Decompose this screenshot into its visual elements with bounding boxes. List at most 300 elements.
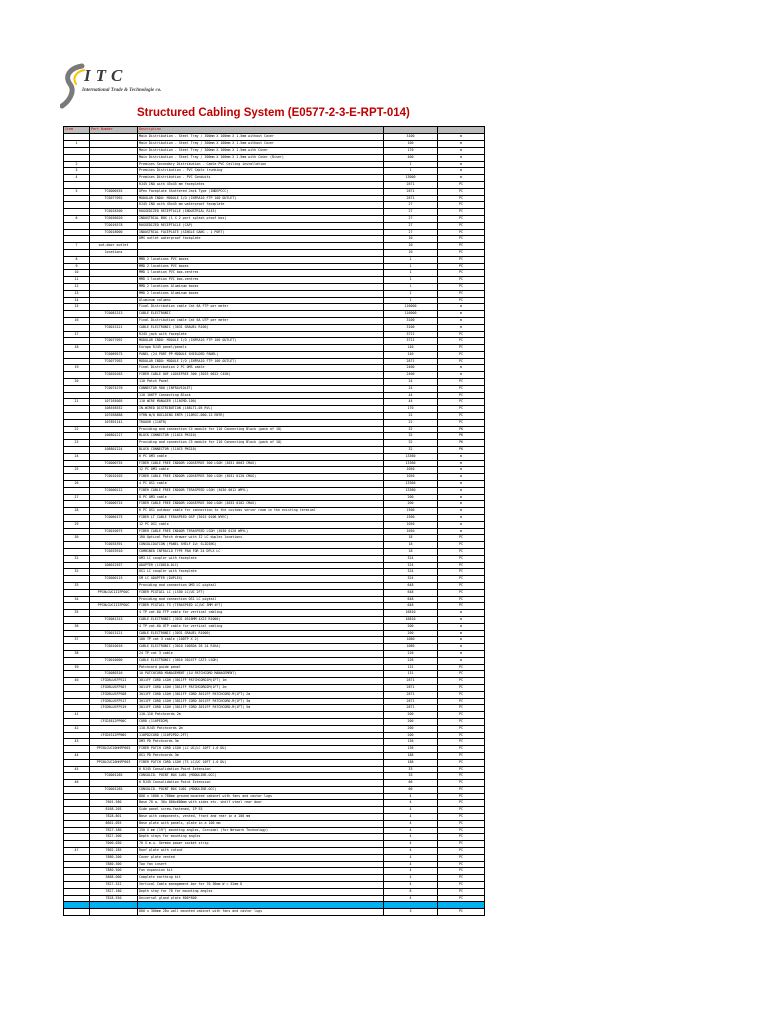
item-cell (64, 474, 90, 481)
unit-cell: PC (438, 229, 485, 236)
description-cell: FIBER CABLE FREE INDOOR LOOSEFREE 300 LSOH (3033 0102 CMAG) (138, 501, 384, 508)
description-cell: RJ45 jack with faceplate (138, 331, 384, 338)
table-row (64, 256, 485, 263)
table-row (64, 773, 485, 780)
unit-cell: PC (438, 576, 485, 583)
description-cell: Premises Distribution - PVC Conduits (138, 175, 384, 182)
table-row (64, 379, 485, 386)
quantity-cell: 200 (384, 630, 438, 637)
quantity-cell: 2871 (384, 358, 438, 365)
part-number-cell: TC0001285 (90, 773, 138, 780)
item-cell: 5 (64, 188, 90, 195)
quantity-cell: 66 (384, 780, 438, 787)
item-cell (64, 181, 90, 188)
part-number-cell (90, 521, 138, 528)
quantity-cell: 4 (384, 882, 438, 889)
quantity-cell: 648 (384, 582, 438, 589)
table-row (64, 528, 485, 535)
part-number-cell: locations (90, 249, 138, 256)
description-cell: MODULAR INDO: MODULE I/O (INFRA10 FTP 100 OUTLET) (138, 358, 384, 365)
item-cell: 30 (64, 535, 90, 542)
part-number-cell: 8168.205 (90, 807, 138, 814)
description-cell: Providing and connection OM3 LC pigtail (138, 582, 384, 589)
unit-cell: PC (438, 718, 485, 725)
quantity-cell: 8 (384, 888, 438, 895)
unit-cell: PC (438, 820, 485, 827)
description-cell: RUGGEDIZED RECEPTACLE (CAP) (138, 222, 384, 229)
part-number-cell: PPCNLCUC1IIFPOOC (90, 589, 138, 596)
table-row (64, 467, 485, 474)
description-cell: MMD 2 locations PVC boxes (138, 263, 384, 270)
description-cell: 24 TP cat 3 cable (138, 650, 384, 657)
table-row (64, 698, 485, 705)
table-row (64, 712, 485, 719)
description-cell: SM LC ADAPTER (DUPLEX) (138, 576, 384, 583)
table-row (64, 793, 485, 800)
description-cell: 110-110 Patchcords 2m (138, 712, 384, 719)
unit-cell: PC (438, 215, 485, 222)
quantity-cell: 10 (384, 236, 438, 243)
quantity-cell: 4 (384, 895, 438, 902)
unit-cell: m (438, 161, 485, 168)
item-cell: 6 (64, 215, 90, 222)
item-cell (64, 875, 90, 882)
unit-cell: PC (438, 542, 485, 549)
table-row (64, 644, 485, 651)
table-row (64, 589, 485, 596)
part-number-cell: TC0020163 (90, 372, 138, 379)
table-row (64, 854, 485, 861)
item-cell (64, 820, 90, 827)
item-cell (64, 732, 90, 739)
table-row (64, 610, 485, 617)
quantity-cell: 4 (384, 861, 438, 868)
description-cell: CABLE ELECTRONIC (3010 3024TF CAT3 LSOH) (138, 657, 384, 664)
part-number-cell: 7802.185 (90, 848, 138, 855)
item-cell: 37 (64, 637, 90, 644)
item-cell: 27 (64, 494, 90, 501)
quantity-cell: 33 (384, 773, 438, 780)
table-row (64, 358, 485, 365)
quantity-cell: 3 (384, 909, 438, 916)
description-cell: RJ45 INO with 45x45 mm faceplates (138, 181, 384, 188)
part-number-cell (90, 283, 138, 290)
unit-cell: PC (438, 814, 485, 821)
part-number-cell: TC0010000 (90, 657, 138, 664)
table-row (64, 188, 485, 195)
quantity-cell: 1 (384, 290, 438, 297)
table-row (64, 181, 485, 188)
item-cell: 9 (64, 263, 90, 270)
quantity-cell: 100 (384, 141, 438, 148)
description-cell: FIBER PATCH CORD LSOH (TS LC/UC 10FT 1.0 DU) (138, 759, 384, 766)
part-number-cell: CFCDBLUSFPS07 (90, 684, 138, 691)
item-cell: 26 (64, 481, 90, 488)
part-number-cell (90, 202, 138, 209)
item-cell: 10 (64, 270, 90, 277)
unit-cell: PC (438, 392, 485, 399)
description-cell: FIBER CABLE FREE INDOOR LOOSEFREE 300 LSOH (3031 0603 CMAG) (138, 460, 384, 467)
unit-cell: PK (438, 447, 485, 454)
quantity-cell: 27 (384, 209, 438, 216)
quantity-cell: 10 (384, 249, 438, 256)
part-number-cell: CFCDBLUSFPS19 (90, 705, 138, 712)
description-cell: FIBER CABLE FREE INDOOR LOOSEFREE 300 LSOH (3031 0120 CMAG) (138, 474, 384, 481)
description-cell: 3011FF CORD LSOH (3011FF CORD 3011FF PATCHCORD-M(1FT) 5m (138, 705, 384, 712)
item-cell (64, 603, 90, 610)
item-cell: 15 (64, 304, 90, 311)
part-number-cell (90, 909, 138, 916)
item-cell: 41 (64, 712, 90, 719)
part-number-cell (90, 481, 138, 488)
item-cell: 19 (64, 365, 90, 372)
description-cell: Final Distribution cable Cat 6A FTP per meter (138, 304, 384, 311)
quantity-cell: 13360 (384, 453, 438, 460)
item-cell (64, 311, 90, 318)
item-cell (64, 895, 90, 902)
item-cell: 31 (64, 555, 90, 562)
part-number-cell (90, 902, 138, 909)
description-cell: VTRN W/O BUILDING ENTR (110RCC-000-13 ENTR) (138, 413, 384, 420)
description-cell: FIBER PIGTAIL LC (LS50 LC/UC 2FT) (138, 589, 384, 596)
quantity-cell: 4 (384, 807, 438, 814)
part-number-cell (90, 379, 138, 386)
logo-wordmark: ITC (84, 66, 128, 85)
quantity-cell: 32 (384, 426, 438, 433)
header-part-number: Part Number (90, 127, 138, 134)
quantity-cell: 140 (384, 351, 438, 358)
quantity-cell (384, 902, 438, 909)
table-row (64, 195, 485, 202)
quantity-cell: 32 (384, 447, 438, 454)
item-cell (64, 528, 90, 535)
description-cell: RJ45 INO with 45x45 mm waterproof faceplate (138, 202, 384, 209)
quantity-cell: 27 (384, 222, 438, 229)
part-number-cell (90, 256, 138, 263)
unit-cell: PC (438, 399, 485, 406)
part-number-cell: 8601.055 (90, 820, 138, 827)
unit-cell: PC (438, 569, 485, 576)
unit-cell: PC (438, 854, 485, 861)
quantity-cell: 136 (384, 746, 438, 753)
unit-cell: PC (438, 895, 485, 902)
unit-cell: m (438, 134, 485, 141)
part-number-cell: TC0010103 (90, 474, 138, 481)
table-row (64, 229, 485, 236)
item-cell (64, 236, 90, 243)
table-row (64, 154, 485, 161)
item-cell: 14 (64, 297, 90, 304)
description-cell: INDUSTRIAL BOX (1 X 2 port splash proof box) (138, 215, 384, 222)
unit-cell: m (438, 467, 485, 474)
table-row (64, 392, 485, 399)
quantity-cell: 13360 (384, 460, 438, 467)
quantity-cell: 4 (384, 827, 438, 834)
part-number-cell: TC0060175 (90, 515, 138, 522)
part-number-cell (90, 739, 138, 746)
description-cell: CONSOLID. POINT BOX 1U01 (MODULINE-OCC) (138, 786, 384, 793)
quantity-cell: 200 (384, 501, 438, 508)
table-row (64, 311, 485, 318)
description-cell: 3011FF CORD LSOH (3011FF CORD 3011FF PATCHCORD-M(1FT) 2m (138, 691, 384, 698)
unit-cell: PC (438, 793, 485, 800)
unit-cell: PC (438, 290, 485, 297)
item-cell (64, 793, 90, 800)
item-cell (64, 154, 90, 161)
description-cell (138, 902, 384, 909)
quantity-cell: 1 (384, 256, 438, 263)
unit-cell: PC (438, 345, 485, 352)
description-cell: CABLE ELECTRONIC (3031 GRAUEL R100) (138, 324, 384, 331)
table-row (64, 752, 485, 759)
unit-cell: PC (438, 746, 485, 753)
table-row (64, 725, 485, 732)
description-cell: CABLE ELECTRONIC (3031 GRAUEL R1000) (138, 630, 384, 637)
quantity-cell: 3100 (384, 134, 438, 141)
unit-cell: PC (438, 875, 485, 882)
description-cell: Base plate with panels, plate in a 100 mm (138, 820, 384, 827)
unit-cell: m (438, 175, 485, 182)
table-row (64, 249, 485, 256)
table-row (64, 481, 485, 488)
part-number-cell: 107891141 (90, 419, 138, 426)
unit-cell: m (438, 657, 485, 664)
unit-cell: PC (438, 834, 485, 841)
table-row (64, 453, 485, 460)
part-number-cell: 7601.580 (90, 800, 138, 807)
description-cell: FIBER PIGTAIL TS (TERASPEED LC/UC 3MM 4FT) (138, 603, 384, 610)
item-cell: 40 (64, 678, 90, 685)
table-row (64, 147, 485, 154)
unit-cell: PC (438, 841, 485, 848)
part-number-cell (90, 453, 138, 460)
description-cell: COMBINED INFRACLO TYPE PAN FOR 24 DPLX LC (138, 549, 384, 556)
description-cell: Providing and connection OS1 LC pigtail (138, 596, 384, 603)
unit-cell: PC (438, 188, 485, 195)
description-cell: FIBER LT CABLE TERASPEED OSP (3015 0106 WYEC) (138, 515, 384, 522)
part-number-cell (90, 270, 138, 277)
quantity-cell: 27 (384, 202, 438, 209)
item-cell (64, 657, 90, 664)
item-cell (64, 358, 90, 365)
description-cell: Premises Distribution - PVC Cable trunking (138, 168, 384, 175)
unit-cell: PC (438, 535, 485, 542)
item-cell (64, 814, 90, 821)
part-number-cell (90, 467, 138, 474)
quantity-cell: 1 (384, 297, 438, 304)
part-number-cell (90, 297, 138, 304)
quantity-cell: 226 (384, 650, 438, 657)
part-number-cell (90, 637, 138, 644)
description-cell: 4 TP cat.6A UTP cable for vertical cabling (138, 623, 384, 630)
unit-cell: PC (438, 270, 485, 277)
item-cell: 43 (64, 739, 90, 746)
item-cell (64, 433, 90, 440)
logo-subtitle: International Trade & Technologie co. (82, 88, 162, 93)
quantity-cell: 1 (384, 263, 438, 270)
unit-cell: PC (438, 827, 485, 834)
table-row (64, 834, 485, 841)
quantity-cell: 131 (384, 664, 438, 671)
part-number-cell: 7828.550 (90, 895, 138, 902)
item-cell: 34 (64, 596, 90, 603)
item-cell (64, 807, 90, 814)
quantity-cell: 648 (384, 589, 438, 596)
item-cell (64, 487, 90, 494)
item-cell (64, 671, 90, 678)
unit-cell: PC (438, 766, 485, 773)
quantity-cell: 2871 (384, 691, 438, 698)
unit-cell: PC (438, 249, 485, 256)
quantity-cell: 1500 (384, 508, 438, 515)
quantity-cell: 2871 (384, 684, 438, 691)
table-row (64, 623, 485, 630)
item-cell: 46 (64, 780, 90, 787)
part-number-cell: TC0035391 (90, 542, 138, 549)
unit-cell: PK (438, 433, 485, 440)
description-cell: PANEL (24 PORT PP MODULE SHIELDED PANEL) (138, 351, 384, 358)
unit-cell: PC (438, 582, 485, 589)
unit-cell: PC (438, 236, 485, 243)
part-number-cell (90, 582, 138, 589)
unit-cell: PC (438, 678, 485, 685)
quantity-cell: 131 (384, 671, 438, 678)
quantity-cell: 200 (384, 718, 438, 725)
item-cell: 24 (64, 453, 90, 460)
part-number-cell (90, 494, 138, 501)
table-row (64, 780, 485, 787)
table-row (64, 718, 485, 725)
description-cell: OPen Faceplate Shuttered Jack Type (INDEPCCC) (138, 188, 384, 195)
table-row (64, 331, 485, 338)
item-cell: 39 (64, 664, 90, 671)
item-cell: 32 (64, 569, 90, 576)
unit-cell: PC (438, 283, 485, 290)
table-row (64, 263, 485, 270)
part-number-cell: 7827.322 (90, 882, 138, 889)
table-row (64, 786, 485, 793)
description-cell: OM3 PD Patchcords 3m (138, 739, 384, 746)
description-cell: 12 PC OM3 cable (138, 467, 384, 474)
unit-cell: PC (438, 181, 485, 188)
table-row (64, 222, 485, 229)
part-number-cell: CFCDBLUSFPS1I (90, 678, 138, 685)
part-number-cell: CFCD3812PP00C (90, 718, 138, 725)
part-number-cell (90, 440, 138, 447)
table-row (64, 385, 485, 392)
quantity-cell: 170 (384, 147, 438, 154)
part-number-cell: TC0013121 (90, 324, 138, 331)
description-cell: 150 X mm (19") mounting angles, Cornidol (for Network Technology) (138, 827, 384, 834)
table-row (64, 664, 485, 671)
part-number-cell (90, 650, 138, 657)
unit-cell: PC (438, 603, 485, 610)
unit-cell: PC (438, 739, 485, 746)
table-row (64, 372, 485, 379)
description-cell: MODULAR INDO: MODULE I/O (INFRA10 FTP 100 OUTLET) (138, 338, 384, 345)
unit-cell: PC (438, 222, 485, 229)
unit-cell: PC (438, 385, 485, 392)
part-number-cell: 107165005 (90, 399, 138, 406)
description-cell: 6 PC OM3 cable (138, 453, 384, 460)
table-row (64, 678, 485, 685)
description-cell: 110-RJ45 Patchcords 2m (138, 725, 384, 732)
description-cell: 4 PC OS1 cable (138, 481, 384, 488)
item-cell (64, 406, 90, 413)
table-row (64, 501, 485, 508)
unit-cell: PC (438, 780, 485, 787)
description-cell: Europa RJ45 panel/panels (138, 345, 384, 352)
description-cell: OMS outlet waterproof faceplate (138, 236, 384, 243)
description-cell: CABLE ELECTRONIC (3031 0516MM 4X23 R1000) (138, 616, 384, 623)
description-cell: 8 PC OM3 cable (138, 494, 384, 501)
quantity-cell: 33 (384, 766, 438, 773)
item-cell (64, 229, 90, 236)
item-cell (64, 419, 90, 426)
item-cell (64, 698, 90, 705)
description-cell: Fan expansion kit (138, 868, 384, 875)
part-number-cell: TC0001285 (90, 786, 138, 793)
quantity-cell: 24 (384, 385, 438, 392)
table-row (64, 549, 485, 556)
description-cell: TROUGH (110TR) (138, 419, 384, 426)
item-cell (64, 222, 90, 229)
part-number-cell: 7000.030 (90, 841, 138, 848)
quantity-cell: 66 (384, 786, 438, 793)
description-cell: 3011FF CORD LSOH (3011FF CORD 3011FF PATCHCORD-M(1FT) 3m (138, 698, 384, 705)
description-cell: 70 X m.u. German power socket strip (138, 841, 384, 848)
quantity-cell: 4 (384, 868, 438, 875)
part-number-cell (90, 555, 138, 562)
quantity-cell: 170 (384, 406, 438, 413)
item-cell (64, 385, 90, 392)
table-row (64, 290, 485, 297)
item-cell (64, 413, 90, 420)
item-cell (64, 338, 90, 345)
table-row (64, 630, 485, 637)
part-number-cell (90, 134, 138, 141)
part-number-cell: TC0081313 (90, 616, 138, 623)
description-cell: INDUSTRIAL FACEPLATE (SINGLE GANG - 1 PORT) (138, 229, 384, 236)
table-row (64, 562, 485, 569)
unit-cell: PC (438, 752, 485, 759)
quantity-cell: 136 (384, 739, 438, 746)
item-cell (64, 616, 90, 623)
unit-cell: m (438, 311, 485, 318)
quantity-cell: 1050 (384, 467, 438, 474)
item-cell (64, 902, 90, 909)
unit-cell: m (438, 528, 485, 535)
item-cell (64, 209, 90, 216)
description-cell: Main Distribution - Steel Tray / 300mm X 100mm X 1.5mm with Cover (138, 147, 384, 154)
item-cell (64, 841, 90, 848)
item-cell (64, 759, 90, 766)
quantity-cell: 16810 (384, 616, 438, 623)
unit-cell: PC (438, 243, 485, 250)
table-row (64, 555, 485, 562)
quantity-cell: 324 (384, 576, 438, 583)
description-cell: FIBER CABLE OOF LOOSEFREE 300 (3033 0612 C4SN) (138, 372, 384, 379)
quantity-cell: 648 (384, 596, 438, 603)
part-number-cell: TC0081313 (90, 311, 138, 318)
quantity-cell: 13360 (384, 487, 438, 494)
description-cell: MMD 1 location PVC box-centres (138, 270, 384, 277)
quantity-cell: 32 (384, 433, 438, 440)
item-cell (64, 324, 90, 331)
table-row (64, 875, 485, 882)
description-cell: 110 WIRE MANAGER (110CMD-100) (138, 399, 384, 406)
table-row (64, 895, 485, 902)
